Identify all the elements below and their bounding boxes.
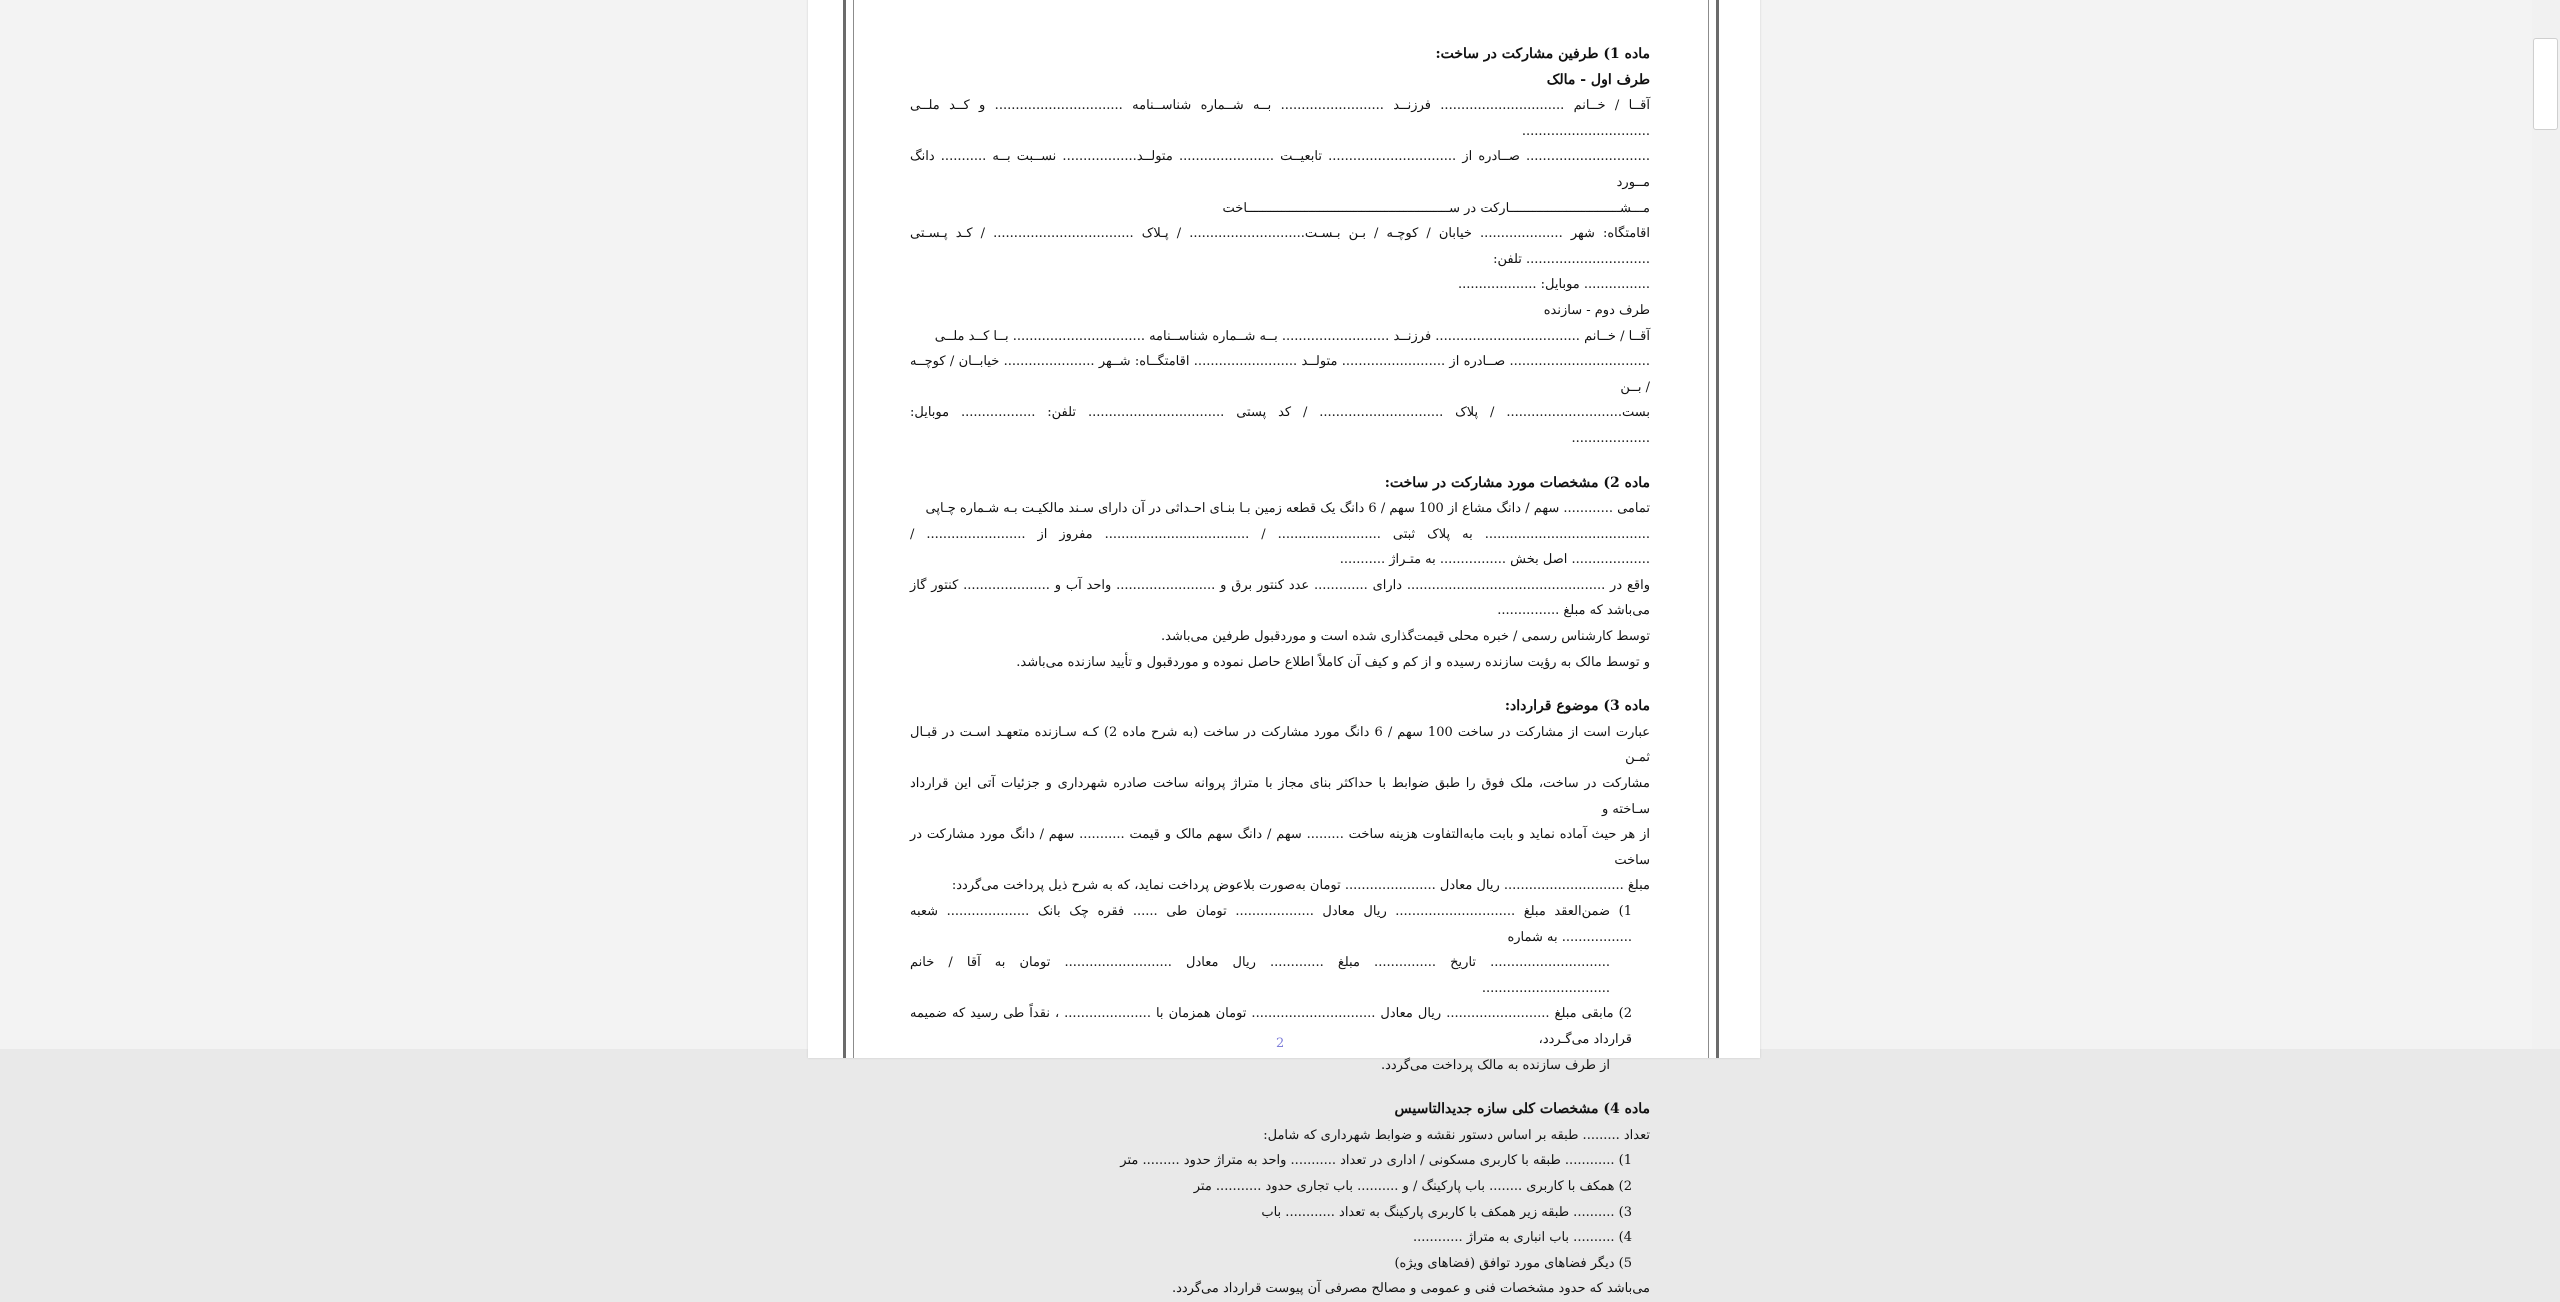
party-two-line: بست............................ / پلاک .............................. / کد پستی ................................. تلفن: .................. موبایل: ................... <box>910 405 1650 446</box>
article-4-item: 3) .......... طبقه زیر همکف با کاربری پارکینگ به تعداد ............ باب <box>1261 1204 1632 1220</box>
party-two-line: آقــا / خــانم ................................... فرزنــد .......................... بــه شــماره شناســنامه ................................ بــا کــد ملــی <box>934 328 1650 344</box>
article-2-heading: ماده 2) مشخصات مورد مشارکت در ساخت: <box>1384 474 1650 491</box>
article-4-closing: می‌باشد که حدود مشخصات فنی و عمومی و مصالح مصرفی آن پیوست قرارداد می‌گردد. <box>1171 1281 1650 1297</box>
party-one-mobile: ................ موبایل: ................... <box>1458 277 1650 293</box>
article-4-item: 5) دیگر فضاهای مورد توافق (فضاهای ویژه) <box>1394 1255 1632 1271</box>
article-2-line: تمامی ............ سهم / دانگ مشاع از 100 سهم / 6 دانگ یک قطعه زمین بـا بنـای احـداثی در آن دارای سـند مالکیـت بـه شـماره چـاپی <box>925 501 1650 517</box>
article-3-line: عبارت است از مشارکت در ساخت 100 سهم / 6 دانگ مورد مشارکت در ساخت (به شرح ماده 2) کـه سـازنده متعهـد اسـت در قبـال ثمـن <box>910 724 1650 766</box>
article-2-line: و توسط مالک به رؤیت سازنده رسیده و از کم و کیف آن کاملاً اطلاع حاصل نموده و موردقبول و تأیید سازنده می‌باشد. <box>1016 654 1650 670</box>
scrollbar-thumb[interactable] <box>2533 38 2558 130</box>
article-4-item: 4) .......... باب انباری به متراژ ............ <box>1413 1230 1632 1246</box>
article-3-heading: ماده 3) موضوع قرارداد: <box>1504 698 1650 715</box>
article-3-item-2: 2) مابقی مبلغ ......................... ریال معادل .............................. تومان همزمان با ..................... ، نقداً طی رسید که ضمیمه قرارداد می‌گـردد، <box>910 1006 1632 1047</box>
canvas-right-margin <box>1760 0 2560 1049</box>
article-3-line: مبلغ ............................. ریال معادل ...................... تومان به‌صورت بلاعوض پرداخت نماید، که به شرح ذیل پرداخت می‌گردد: <box>951 878 1650 894</box>
party-one-line: .............................. صــادره از ............................... تابعیــت ....................... متولــد.................. نســبت بــه ........... دانگ مــورد <box>910 149 1650 190</box>
article-1-heading: ماده 1) طرفین مشارکت در ساخت: <box>1435 46 1650 62</box>
article-4-item: 1) ............ طبقه با کاربری مسکونی / اداری در تعداد ........... واحد به متراژ حدود ......... متر <box>1120 1153 1632 1169</box>
article-3-item-1: 1) ضمن‌العقد مبلغ ............................. ریال معادل ................... تومان طی ...... فقره چک بانک .................... شعبه ................. به شماره <box>910 904 1632 945</box>
article-4-item: 2) همکف با کاربری ........ باب پارکینگ / و .......... باب تجاری حدود ........... متر <box>1193 1178 1632 1194</box>
article-4-line: تعداد ......... طبقه بر اساس دستور نقشه و ضوابط شهرداری که شامل: <box>1263 1127 1650 1143</box>
article-3-line: از هر حیث آماده نماید و بابت مابه‌التفاوت هزینه ساخت ......... سهم / دانگ سهم مالک و قیمت ........... سهم / دانگ مورد مشارکت در ساخت <box>910 827 1650 868</box>
vertical-scrollbar[interactable] <box>2532 0 2560 1049</box>
article-3-item-1-cont: ............................. تاریخ ............... مبلغ ............. ریال معادل .......................... تومان به آقا / خانم ............................... <box>910 955 1610 996</box>
canvas-left-margin <box>0 0 808 1049</box>
party-one-heading: طرف اول - مالک <box>1546 71 1650 88</box>
party-one-line: مـــشـــــــــــــــــــــــــــــارکت در ســـــــــــــــــــــــــــــــــــــــــــــــــــــاخت <box>1222 200 1650 216</box>
article-2-line: توسط کارشناس رسمی / خبره محلی قیمت‌گذاری شده است و موردقبول طرفین می‌باشد. <box>1161 629 1650 645</box>
page-number: 2 <box>1276 1036 1285 1051</box>
party-two-line: .................................. صــادره از ......................... متولــد ......................... اقامتگــاه: شــهر ...................... خیابــان / کوچــه / بــن <box>910 354 1650 395</box>
party-two-heading: طرف دوم - سازنده <box>1543 302 1650 318</box>
party-one-line: آقــا / خــانم .............................. فرزنــد ......................... بــه شــماره شناســنامه ............................... و کــد ملــی ............................... <box>910 98 1650 139</box>
document-body[interactable] <box>910 42 1650 1302</box>
article-4-heading: ماده 4) مشخصات کلی سازه جدیدالتاسیس <box>1394 1101 1650 1118</box>
party-one-address: اقامتگاه: شهر .................... خیابان / کوچـه / بـن بـسـت............................ / پـلاک .................................. / کـد پـسـتی .............................. تلفن: <box>910 226 1650 267</box>
article-3-line: مشارکت در ساخت، ملک فوق را طبق ضوابط با حداکثر بنای مجاز با متراژ پروانه ساخت صادره شهرداری و جزئیات آتی این قرارداد سـاخته و <box>910 776 1650 817</box>
article-2-line: ........................................ به پلاک ثبتی ......................... / ................................... مفروز از ........................ / ................... اصل بخش ................ به متـراژ ........... <box>910 526 1650 568</box>
article-2-line: واقع در ................................................ دارای ............. عدد کنتور برق و ........................ واحد آب و ..................... کنتور گاز می‌باشد که مبلغ ............... <box>910 577 1650 619</box>
article-3-item-2-cont: از طرف سازنده به مالک پرداخت می‌گردد. <box>1380 1057 1610 1073</box>
